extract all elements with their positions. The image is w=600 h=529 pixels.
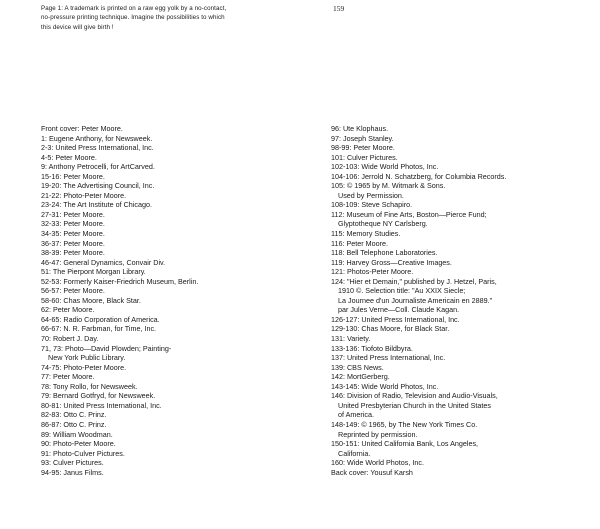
credit-entry: 56-57: Peter Moore. <box>41 286 105 296</box>
credit-entry: 64-65: Radio Corporation of America. <box>41 314 160 324</box>
credit-entry-continuation: United Presbyterian Church in the United States <box>338 400 492 410</box>
credit-entry: 150-151: United California Bank, Los Angeles, <box>331 439 479 449</box>
credit-entry: 91: Photo-Culver Pictures. <box>41 448 125 458</box>
credit-entry-continuation: Used by Permission. <box>338 190 404 200</box>
caption-line: this device will give birth ! <box>41 23 114 31</box>
credit-entry-continuation: La Journee d'un Journaliste Americain en 2889." <box>338 295 493 305</box>
credit-entry: 160: Wide World Photos, Inc. <box>331 458 424 468</box>
credit-entry: 104-106: Jerrold N. Schatzberg, for Columbia Records. <box>331 171 507 181</box>
credit-entry-continuation: par Jules Verne—Coll. Claude Kagan. <box>338 305 460 315</box>
credit-entry-continuation: 1910 ©. Selection title: "Au XXIX Siecle; <box>338 286 466 296</box>
caption-line: no-pressure printing technique. Imagine the possibilities to which <box>41 14 225 22</box>
credit-entry: 126-127: United Press International, Inc. <box>331 314 460 324</box>
credit-entry: 15-16: Peter Moore. <box>41 171 105 181</box>
credit-entry: 66-67: N. R. Farbman, for Time, Inc. <box>41 324 157 334</box>
credit-entry: 62: Peter Moore. <box>41 305 95 315</box>
credit-entry: 77: Peter Moore. <box>41 372 95 382</box>
page-caption <box>41 4 291 32</box>
credit-entry: 142: MortGerberg. <box>331 372 390 382</box>
credit-entry: 90: Photo-Peter Moore. <box>41 439 116 449</box>
credit-entry: 27-31: Peter Moore. <box>41 209 105 219</box>
credit-entry: 74-75: Photo-Peter Moore. <box>41 362 127 372</box>
credit-entry: 112: Museum of Fine Arts, Boston—Pierce Fund; <box>331 209 487 219</box>
credit-entry: 129-130: Chas Moore, for Black Star. <box>331 324 450 334</box>
credit-entry: 19-20: The Advertising Council, Inc. <box>41 181 155 191</box>
credit-entry: 36-37: Peter Moore. <box>41 238 105 248</box>
credit-entry: 71, 73: Photo—David Plowden; Painting- <box>41 343 172 353</box>
credit-entry: 148-149: © 1965, by The New York Times Co. <box>331 419 478 429</box>
credit-entry: 80-81: United Press International, Inc. <box>41 400 162 410</box>
credit-entry-continuation: New York Public Library. <box>48 353 126 363</box>
page-number: 159 <box>333 4 345 13</box>
credit-entry: 96: Ute Klophaus. <box>331 124 389 133</box>
credit-entry: 98-99: Peter Moore. <box>331 143 395 153</box>
credit-entry: 34-35: Peter Moore. <box>41 229 105 239</box>
credit-entry: 32-33: Peter Moore. <box>41 219 105 229</box>
credit-entry: 21-22: Photo-Peter Moore. <box>41 190 127 200</box>
credit-entry: 116: Peter Moore. <box>331 238 388 248</box>
credit-entry: 70: Robert J. Day. <box>41 334 99 344</box>
credit-entry: 2-3: United Press International, Inc. <box>41 143 154 153</box>
credit-entry-continuation: Reprinted by permission. <box>338 429 418 439</box>
credit-entry: 89: William Woodman. <box>41 429 113 439</box>
credit-entry: 52-53: Formerly Kaiser-Friedrich Museum, Berlin. <box>41 276 199 286</box>
credit-entry: 86-87: Otto C. Prinz. <box>41 419 107 429</box>
credit-entry: 102-103: Wide World Photos, Inc. <box>331 162 439 172</box>
caption-line: Page 1: A trademark is printed on a raw egg yolk by a no-contact, <box>41 5 227 12</box>
credit-entry: 133-136: Tiofoto Bildbyra. <box>331 343 413 353</box>
credit-entry: 82-83: Otto C. Prinz. <box>41 410 107 420</box>
credit-entry: 137: United Press International, Inc. <box>331 353 446 363</box>
credit-entry: Back cover: Yousuf Karsh <box>331 467 413 477</box>
credit-entry: 143-145: Wide World Photos, Inc. <box>331 381 439 391</box>
credit-entry: 1: Eugene Anthony, for Newsweek. <box>41 133 153 143</box>
credits-list-left <box>41 124 301 477</box>
credit-entry: 131: Variety. <box>331 334 371 344</box>
credit-entry: 118: Bell Telephone Laboratories. <box>331 248 438 258</box>
credit-entry: 4-5: Peter Moore. <box>41 152 97 162</box>
credit-entry: 119: Harvey Gross—Creative Images. <box>331 257 452 267</box>
credit-entry-continuation: Glyptotheque NY Carlsberg. <box>338 219 428 229</box>
credit-entry: 115: Memory Studies. <box>331 229 401 239</box>
credit-entry: 101: Culver Pictures. <box>331 152 398 162</box>
credit-entry: 121: Photos-Peter Moore. <box>331 267 414 277</box>
credit-entry-continuation: California. <box>338 448 371 458</box>
credit-entry: Front cover: Peter Moore. <box>41 124 123 133</box>
credit-entry: 38-39: Peter Moore. <box>41 248 105 258</box>
credit-entry: 105: © 1965 by M. Witmark & Sons. <box>331 181 446 191</box>
credit-entry: 146: Division of Radio, Television and Audio-Visuals, <box>331 391 498 401</box>
credit-entry: 94-95: Janus Films. <box>41 467 104 477</box>
credit-entry: 79: Bernard Gotfryd, for Newsweek. <box>41 391 156 401</box>
credit-entry: 124: "Hier et Demain," published by J. Hetzel, Paris, <box>331 276 497 286</box>
credit-entry: 78: Tony Rollo, for Newsweek. <box>41 381 138 391</box>
credit-entry: 139: CBS News. <box>331 362 384 372</box>
credit-entry: 51: The Pierpont Morgan Library. <box>41 267 146 277</box>
credit-entry: 9: Anthony Petrocelli, for ArtCarved. <box>41 162 155 172</box>
credit-entry-continuation: of America. <box>338 410 374 420</box>
credit-entry: 93: Culver Pictures. <box>41 458 104 468</box>
credits-list-right <box>331 124 581 477</box>
credit-entry: 23-24: The Art Institute of Chicago. <box>41 200 152 210</box>
credit-entry: 58-60: Chas Moore, Black Star. <box>41 295 141 305</box>
credit-entry: 108-109: Steve Schapiro. <box>331 200 413 210</box>
credit-entry: 46-47: General Dynamics, Convair Div. <box>41 257 166 267</box>
credit-entry: 97: Joseph Stanley. <box>331 133 394 143</box>
